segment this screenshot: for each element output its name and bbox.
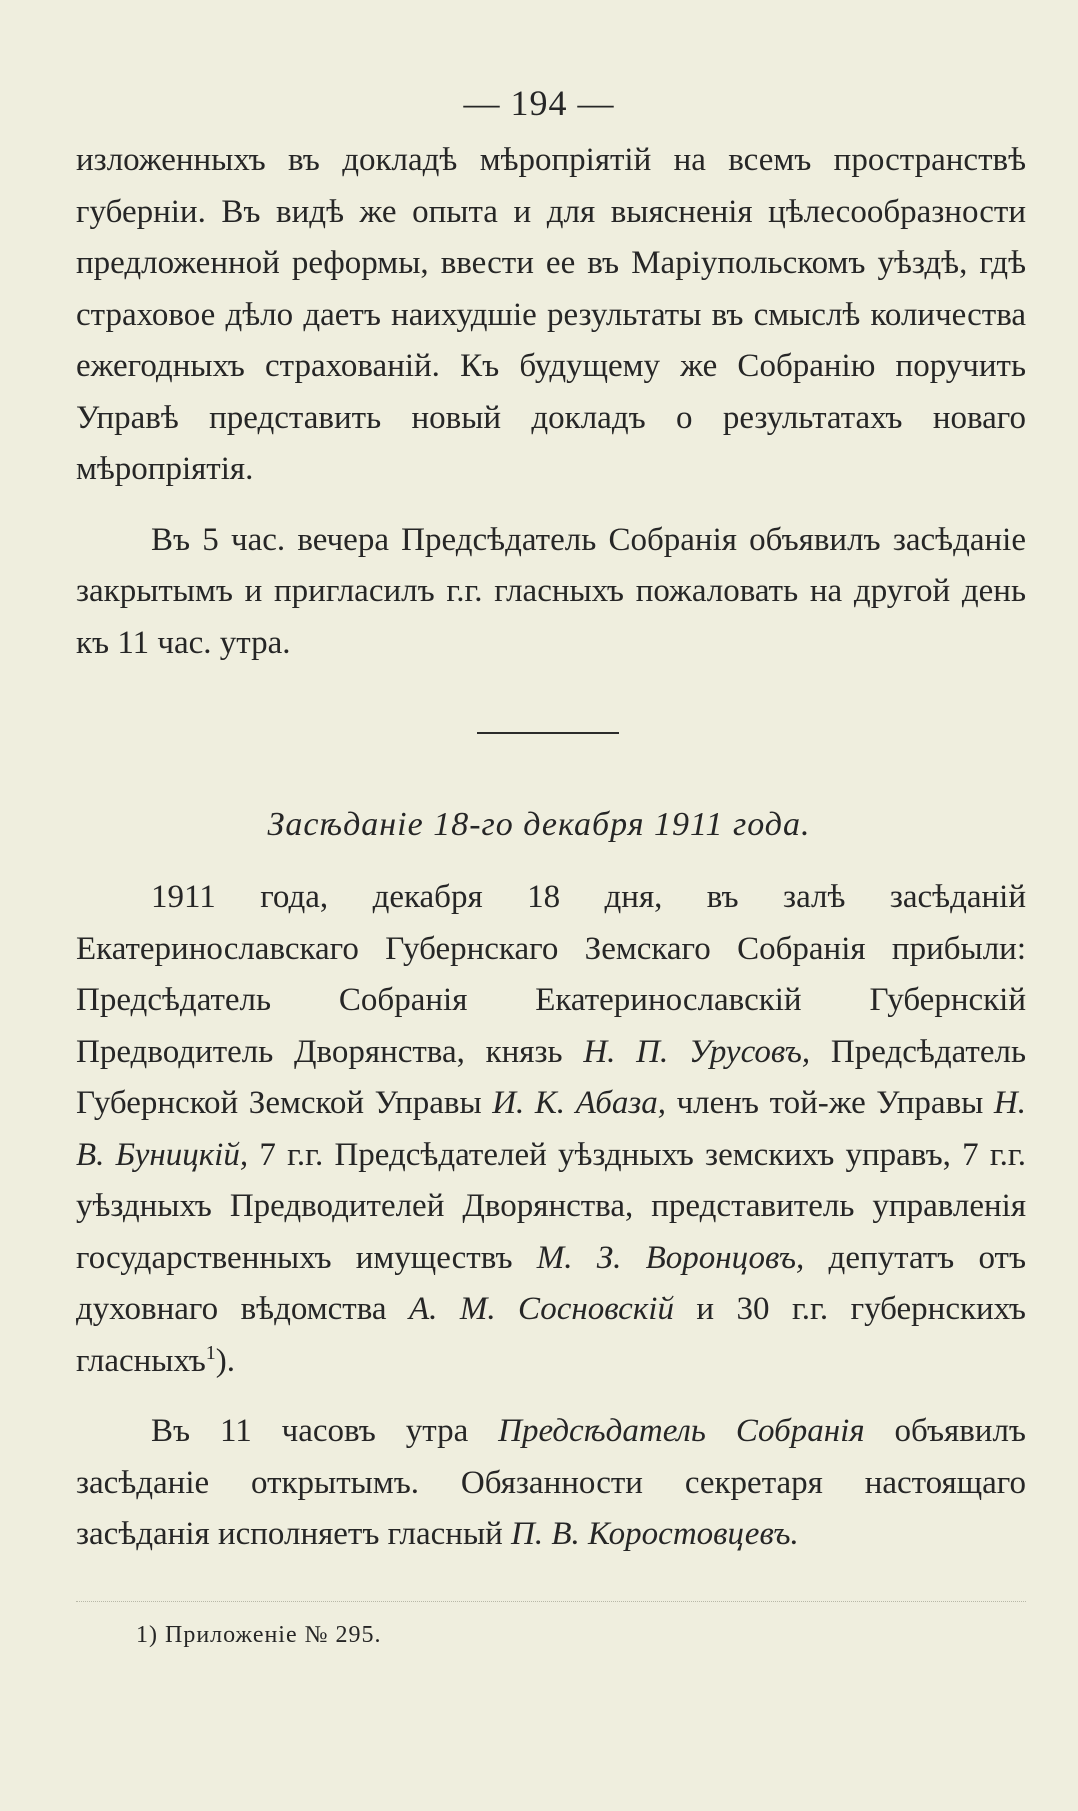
attendance-text-4: 7 г.г. Предсѣдателей уѣздныхъ земскихъ управъ, 7 г.г. уѣздныхъ Предводителей Дворянства, представитель управленія государственныхъ имуществъ xyxy=(76,1136,1026,1276)
footnote-separator xyxy=(76,1601,1026,1602)
attendance-text-2: Предсѣдатель Губернской Земской Управы xyxy=(76,1033,1026,1121)
opening-text-1: Въ 11 часовъ утра xyxy=(151,1413,499,1449)
attendance-text-6: и 30 г.г. губернскихъ гласныхъ xyxy=(76,1291,1026,1379)
attendee-sosnovsky: А. М. Сосновскій xyxy=(408,1291,674,1327)
continued-paragraph: изложенныхъ въ докладѣ мѣропріятій на всемъ пространствѣ губерніи. Въ видѣ же опыта и для выясненія цѣлесообразности предложенной реформы, ввести ее въ Маріупольскомъ уѣздѣ, гдѣ страховое дѣло даетъ наихудшіе результаты въ смыслѣ количества ежегодныхъ страхованій. Къ будущему же Собранію поручить Управѣ представить новый докладъ о результатахъ новаго мѣропріятія. xyxy=(76,142,1026,487)
closing-paragraph: Въ 5 час. вечера Предсѣдатель Собранія объявилъ засѣданіе закрытымъ и пригласилъ г.г. гласныхъ пожаловать на другой день къ 11 час. утра. xyxy=(76,521,1026,661)
footnote: 1) Приложеніе № 295. xyxy=(136,1622,382,1648)
footnote-reference[interactable]: 1 xyxy=(205,1341,216,1364)
attendee-urusov: Н. П. Урусовъ, xyxy=(583,1033,811,1070)
attendance-text-7: ). xyxy=(215,1342,236,1379)
session-heading: Засѣданіе 18-го декабря 1911 года. xyxy=(267,806,811,843)
session-body xyxy=(76,872,1026,1561)
attendance-paragraph xyxy=(76,872,1026,1387)
attendee-vorontsov: М. З. Воронцовъ, xyxy=(536,1239,805,1276)
attendee-abaza: И. К. Абаза, xyxy=(492,1085,666,1121)
attendance-text-1: 1911 года, декабря 18 дня, въ залѣ засѣданій Екатеринославскаго Губернскаго Земскаго Собранія прибыли: Предсѣдатель Собранія Екатеринославскій Губернскій Предводитель Дворянства, князь xyxy=(76,879,1026,1070)
attendance-text-5: депутатъ отъ духовнаго вѣдомства xyxy=(76,1239,1027,1327)
attendance-text-3: членъ той-же Управы xyxy=(665,1085,994,1121)
attendee-bunitsky: Н. В. Буницкій, xyxy=(76,1085,1026,1173)
chairman-title: Предсѣдатель Собранія xyxy=(498,1413,865,1449)
section-divider xyxy=(477,732,619,734)
page-number: — 194 — xyxy=(463,83,615,123)
secretary-name: П. В. Коростовцевъ. xyxy=(511,1516,799,1552)
previous-session-text xyxy=(76,135,1026,669)
opening-text-2: объявилъ засѣданіе открытымъ. Обязанности секретаря настоящаго засѣданія исполняетъ гласный xyxy=(76,1413,1026,1552)
opening-paragraph xyxy=(76,1406,1026,1561)
